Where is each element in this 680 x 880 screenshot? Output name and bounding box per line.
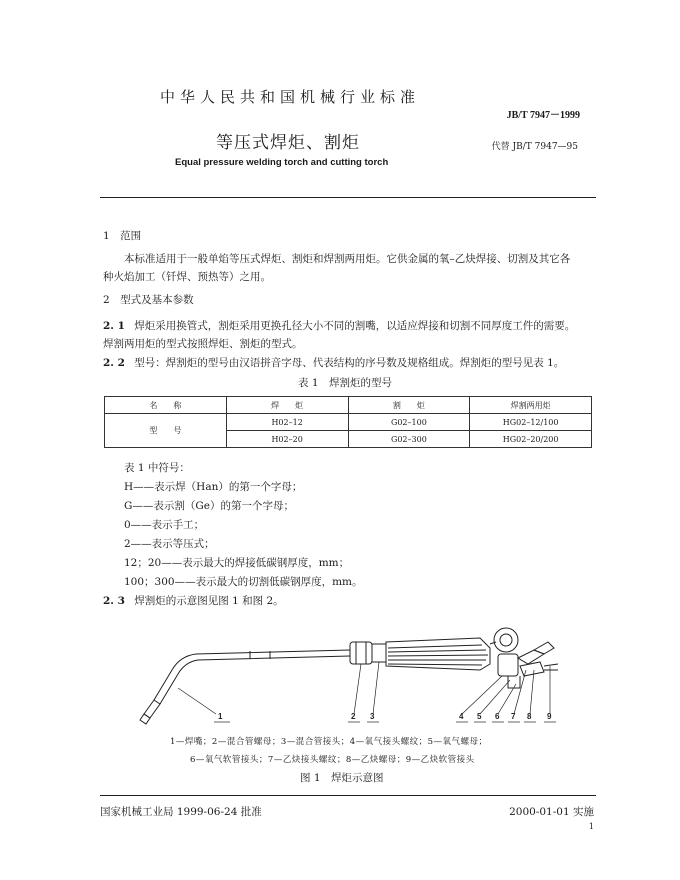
figure-label: 6 <box>495 712 500 721</box>
note-line: 12；20——表示最大的焊接低碳钢厚度，mm； <box>124 557 350 569</box>
valve-knob-drawing <box>494 628 518 652</box>
replaces-note: 代替 JB/T 7947—95 <box>491 142 578 152</box>
table-cell: G02–100 <box>348 414 470 431</box>
section-1-para-line2: 种火焰加工（钎焊、预热等）之用。 <box>103 271 271 283</box>
section-2-3-text: 焊割炬的示意图见图 1 和图 2。 <box>134 595 284 607</box>
figure-label: 2 <box>351 712 356 721</box>
figure-caption: 图 1 焊炬示意图 <box>300 772 384 784</box>
note-line: 表 1 中符号： <box>124 462 190 474</box>
mixing-tube-drawing <box>154 650 350 700</box>
figure-label: 1 <box>218 712 223 721</box>
note-line: H——表示焊（Han）的第一个字母； <box>124 481 303 493</box>
issuing-organization: 中华人民共和国机械行业标准 <box>160 88 421 106</box>
table-header-cell: 名 称 <box>105 397 227 414</box>
table-row-label: 型 号 <box>105 414 227 448</box>
note-line: G——表示割（Ge）的第一个字母； <box>124 500 294 512</box>
section-1-heading: 1 范围 <box>103 230 142 242</box>
table-cell: G02–300 <box>348 431 470 448</box>
figure-label: 8 <box>527 712 532 721</box>
figure-label: 3 <box>370 712 375 721</box>
header-rule <box>100 197 596 198</box>
figure-label: 4 <box>459 712 464 721</box>
section-2-3-number: 2. 3 <box>103 595 125 607</box>
table-header-row <box>105 397 592 414</box>
table-cell: H02–12 <box>226 414 348 431</box>
note-line: 2——表示等压式； <box>124 538 215 550</box>
acetylene-connector-drawing <box>520 662 544 676</box>
figure-legend-line2: 6—氧气软管接头；7—乙炔接头螺纹；8—乙炔螺母；9—乙炔软管接头 <box>190 755 475 765</box>
table-header-cell: 割 炬 <box>348 397 470 414</box>
table-caption: 表 1 焊割炬的型号 <box>298 377 393 389</box>
figure-label: 5 <box>477 712 482 721</box>
section-2-2-number: 2. 2 <box>103 357 125 369</box>
section-2-3-line <box>103 593 595 610</box>
symbol-notes <box>124 460 584 593</box>
table-header-cell: 焊 炬 <box>226 397 348 414</box>
model-table <box>104 396 592 448</box>
standard-number: JB/T 7947－1999 <box>506 110 580 121</box>
approval-note: 国家机械工业局 1999-06-24 批准 <box>100 806 262 818</box>
welding-torch-figure <box>130 618 570 728</box>
table-row <box>105 414 592 431</box>
english-title: Equal pressure welding torch and cutting torch <box>175 157 389 168</box>
section-2-1-line1 <box>103 318 595 335</box>
section-1-para-line1: 本标准适用于一般单焰等压式焊炬、割炬和焊割两用炬。它供金属的氧–乙炔焊接、切割及其它各 <box>124 253 571 265</box>
section-2-2-text: 型号：焊割炬的型号由汉语拼音字母、代表结构的序号数及规格组成。焊割炬的型号见表 1。 <box>134 357 565 369</box>
table-header-cell: 焊割两用炬 <box>470 397 592 414</box>
section-2-heading: 2 型式及基本参数 <box>103 294 194 306</box>
table-cell: H02–20 <box>226 431 348 448</box>
note-line: 0——表示手工； <box>124 519 205 531</box>
note-line: 100；300——表示最大的切割低碳钢厚度，mm。 <box>124 576 363 588</box>
table-cell: HG02–20/200 <box>470 431 592 448</box>
table-cell: HG02–12/100 <box>470 414 592 431</box>
footer-rule <box>100 795 596 796</box>
section-2-1-number: 2. 1 <box>103 320 125 332</box>
section-2-1-line2: 焊割两用炬的型式按照焊炬、割炬的型式。 <box>103 338 303 350</box>
section-2-1-text: 焊炬采用换管式，割炬采用更换孔径大小不同的割嘴，以适应焊接和切割不同厚度工件的需要。 <box>134 320 576 332</box>
page-number: 1 <box>588 822 594 831</box>
document-title: 等压式焊炬、割炬 <box>216 133 360 153</box>
figure-legend-line1: 1—焊嘴；2—混合管螺母；3—混合管接头；4—氧气接头螺纹；5—氧气螺母； <box>170 737 488 747</box>
figure-label: 9 <box>547 712 552 721</box>
section-2-2-line1 <box>103 355 595 372</box>
figure-label: 7 <box>511 712 516 721</box>
effective-date: 2000-01-01 实施 <box>509 806 594 818</box>
mixing-nut-drawing <box>350 642 372 664</box>
